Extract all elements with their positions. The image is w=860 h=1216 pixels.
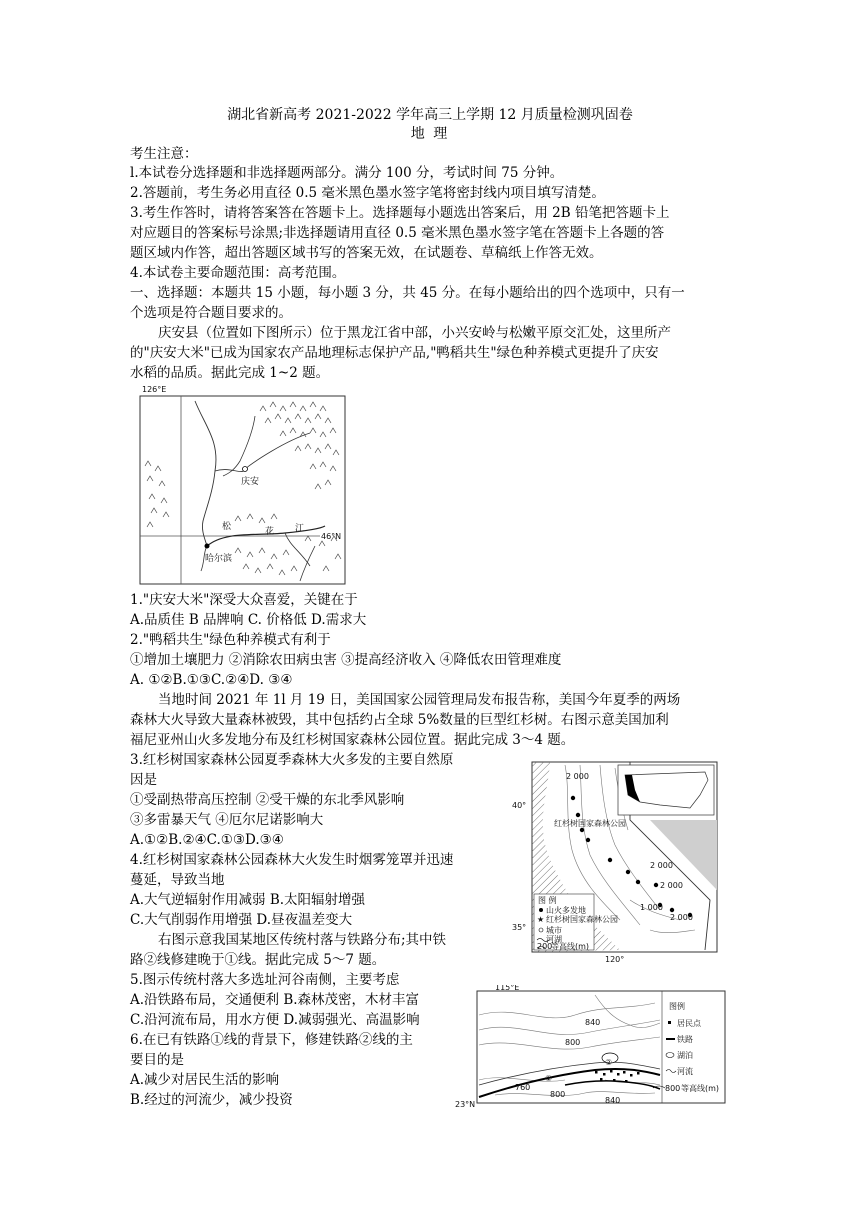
question-5: 5.图示传统村落大多选址河谷南侧，主要考虑 bbox=[130, 972, 400, 988]
passage-line: 福尼亚州山火多发地分布及红杉树国家森林公园位置。据此完成 3～4 题。 bbox=[130, 732, 575, 748]
contour-label: 2 000 bbox=[660, 881, 683, 890]
contour-label: 840 bbox=[585, 1018, 601, 1027]
contour-label: 2 000 bbox=[566, 772, 589, 781]
map-railway bbox=[455, 985, 730, 1113]
contour-label: 800 bbox=[550, 1090, 566, 1099]
rail-label: ② bbox=[605, 1058, 613, 1067]
city-qingan: 庆安 bbox=[241, 477, 260, 487]
legend-item: 等高线(m) bbox=[681, 1084, 720, 1093]
legend-item: 居民点 bbox=[677, 1019, 701, 1028]
question-1: 1."庆安大米"深受大众喜爱，关键在于 bbox=[130, 592, 358, 608]
question-2-items: ①增加土壤肥力 ②消除农田病虫害 ③提高经济收入 ④降低农田管理难度 bbox=[130, 652, 562, 668]
question-3-cont: 因是 bbox=[130, 772, 157, 788]
legend-item: 河湖 bbox=[546, 935, 562, 944]
legend-item: 等高线(m) bbox=[551, 942, 590, 951]
section-heading-cont: 个选项是符合题目要求的。 bbox=[130, 305, 292, 321]
contour-label: 2 000 bbox=[670, 913, 693, 922]
question-3-items: ①受副热带高压控制 ②受干燥的东北季风影响 bbox=[130, 792, 405, 808]
legend-title: 图例 bbox=[669, 1002, 685, 1011]
notice-heading: 考生注意： bbox=[130, 146, 198, 162]
contour-label: 2 000 bbox=[650, 861, 673, 870]
lat-label: 46°N bbox=[321, 532, 342, 541]
river-char: 江 bbox=[295, 524, 305, 534]
passage-line: 的"庆安大米"已成为国家农产品地理标志保护产品,"鸭稻共生"绿色种养模式更提升了庆安 bbox=[130, 345, 659, 361]
lon-label: 126°E bbox=[142, 385, 167, 394]
legend-contour-value: 200 bbox=[537, 942, 553, 951]
section-heading: 一、选择题：本题共 15 小题，每小题 3 分，共 45 分。在每小题给出的四个选项中，只有一 bbox=[130, 285, 685, 301]
lat-35: 35° bbox=[512, 923, 527, 932]
lon-120: 120° bbox=[605, 955, 625, 964]
rail-label: ① bbox=[545, 1074, 553, 1083]
question-6-cont: 要目的是 bbox=[130, 1052, 184, 1068]
question-3-options: A.①②B.②④C.①③D.③④ bbox=[130, 832, 284, 848]
map-california bbox=[510, 760, 720, 965]
notice-item: 4.本试卷主要命题范围：高考范围。 bbox=[130, 265, 346, 281]
question-6-options: A.减少对居民生活的影响 bbox=[130, 1072, 280, 1088]
legend-item: 铁路 bbox=[677, 1035, 693, 1044]
notice-item: 题区域内作答，超出答题区域书写的答案无效，在试题卷、草稿纸上作答无效。 bbox=[130, 245, 603, 261]
subject-title: 地 理 bbox=[410, 126, 450, 142]
question-4: 4.红杉树国家森林公园森林大火发生时烟雾笼罩并迅速 bbox=[130, 852, 454, 868]
lon-label: 115°E bbox=[495, 985, 520, 992]
legend-item: 红杉树国家森林公园 bbox=[546, 915, 618, 924]
contour-label: 840 bbox=[605, 1096, 621, 1105]
notice-item: 3.考生作答时，请将答案答在答题卡上。选择题每小题选出答案后，用 2B 铅笔把答题卡上 bbox=[130, 205, 670, 221]
legend-item: 湖泊 bbox=[677, 1051, 693, 1060]
question-4-options: A.大气逆辐射作用减弱 B.太阳辐射增强 bbox=[130, 892, 366, 908]
passage-line: 森林大火导致大量森林被毁，其中包括约占全球 5%数量的巨型红杉树。右图示意美国加利 bbox=[130, 712, 669, 728]
legend-contour-value: 800 bbox=[665, 1084, 681, 1093]
question-3-items: ③多雷暴天气 ④厄尔尼诺影响大 bbox=[130, 812, 324, 828]
passage-line: 水稻的品质。据此完成 1~2 题。 bbox=[130, 365, 330, 381]
passage-line: 当地时间 2021 年 1l 月 19 日，美国国家公园管理局发布报告称，美国今年夏季的两场 bbox=[158, 692, 681, 708]
contour-label: 1 000 bbox=[640, 903, 663, 912]
question-3: 3.红杉树国家森林公园夏季森林大火多发的主要自然原 bbox=[130, 752, 454, 768]
lat-40: 40° bbox=[512, 801, 527, 810]
legend-item: 山火多发地 bbox=[546, 906, 586, 915]
notice-item: 对应题目的答案标号涂黑;非选择题请用直径 0.5 毫米黑色墨水签字笔在答题卡上各题的答 bbox=[130, 225, 665, 241]
notice-item: 2.答题前，考生务必用直径 0.5 毫米黑色墨水签字笔将密封线内项目填写清楚。 bbox=[130, 185, 605, 201]
passage-line: 庆安县（位置如下图所示）位于黑龙江省中部，小兴安岭与松嫩平原交汇处，这里所产 bbox=[158, 325, 671, 341]
map-qingan bbox=[135, 381, 350, 586]
park-label: 红杉树国家森林公园 bbox=[554, 819, 626, 828]
question-5-options: A.沿铁路布局，交通便利 B.森林茂密，木材丰富 bbox=[130, 992, 420, 1008]
question-5-options: C.沿河流布局，用水方便 D.减弱强光、高温影响 bbox=[130, 1012, 420, 1028]
question-2-options: A. ①②B.①③C.②④D. ③④ bbox=[130, 672, 293, 688]
lat-label: 23°N bbox=[455, 1100, 476, 1109]
question-6: 6.在已有铁路①线的背景下，修建铁路②线的主 bbox=[130, 1032, 413, 1048]
legend-item: 河流 bbox=[677, 1067, 693, 1076]
notice-item: l.本试卷分选择题和非选择题两部分。满分 100 分，考试时间 75 分钟。 bbox=[130, 165, 564, 181]
question-4-cont: 蔓延，导致当地 bbox=[130, 872, 225, 888]
question-1-options: A.品质佳 B 品牌响 C. 价格低 D.需求大 bbox=[130, 612, 367, 628]
legend-item: 城市 bbox=[546, 926, 562, 935]
river-char: 松 bbox=[222, 522, 232, 532]
question-4-options: C.大气削弱作用增强 D.昼夜温差变大 bbox=[130, 912, 353, 928]
svg-text:★: ★ bbox=[537, 915, 545, 924]
contour-label: 800 bbox=[565, 1038, 581, 1047]
river-char: 花 bbox=[265, 527, 275, 537]
passage-line: 路②线修建晚于①线。据此完成 5～7 题。 bbox=[130, 952, 386, 968]
legend-title: 图 例 bbox=[538, 896, 557, 905]
city-harbin: 哈尔滨 bbox=[205, 554, 233, 564]
page-title: 湖北省新高考 2021-2022 学年高三上学期 12 月质量检测巩固卷 bbox=[227, 107, 633, 123]
passage-line: 右图示意我国某地区传统村落与铁路分布;其中铁 bbox=[158, 932, 447, 948]
question-2: 2."鸭稻共生"绿色种养模式有利于 bbox=[130, 632, 331, 648]
contour-label: 760 bbox=[515, 1083, 531, 1092]
question-6-options: B.经过的河流少，减少投资 bbox=[130, 1092, 293, 1108]
